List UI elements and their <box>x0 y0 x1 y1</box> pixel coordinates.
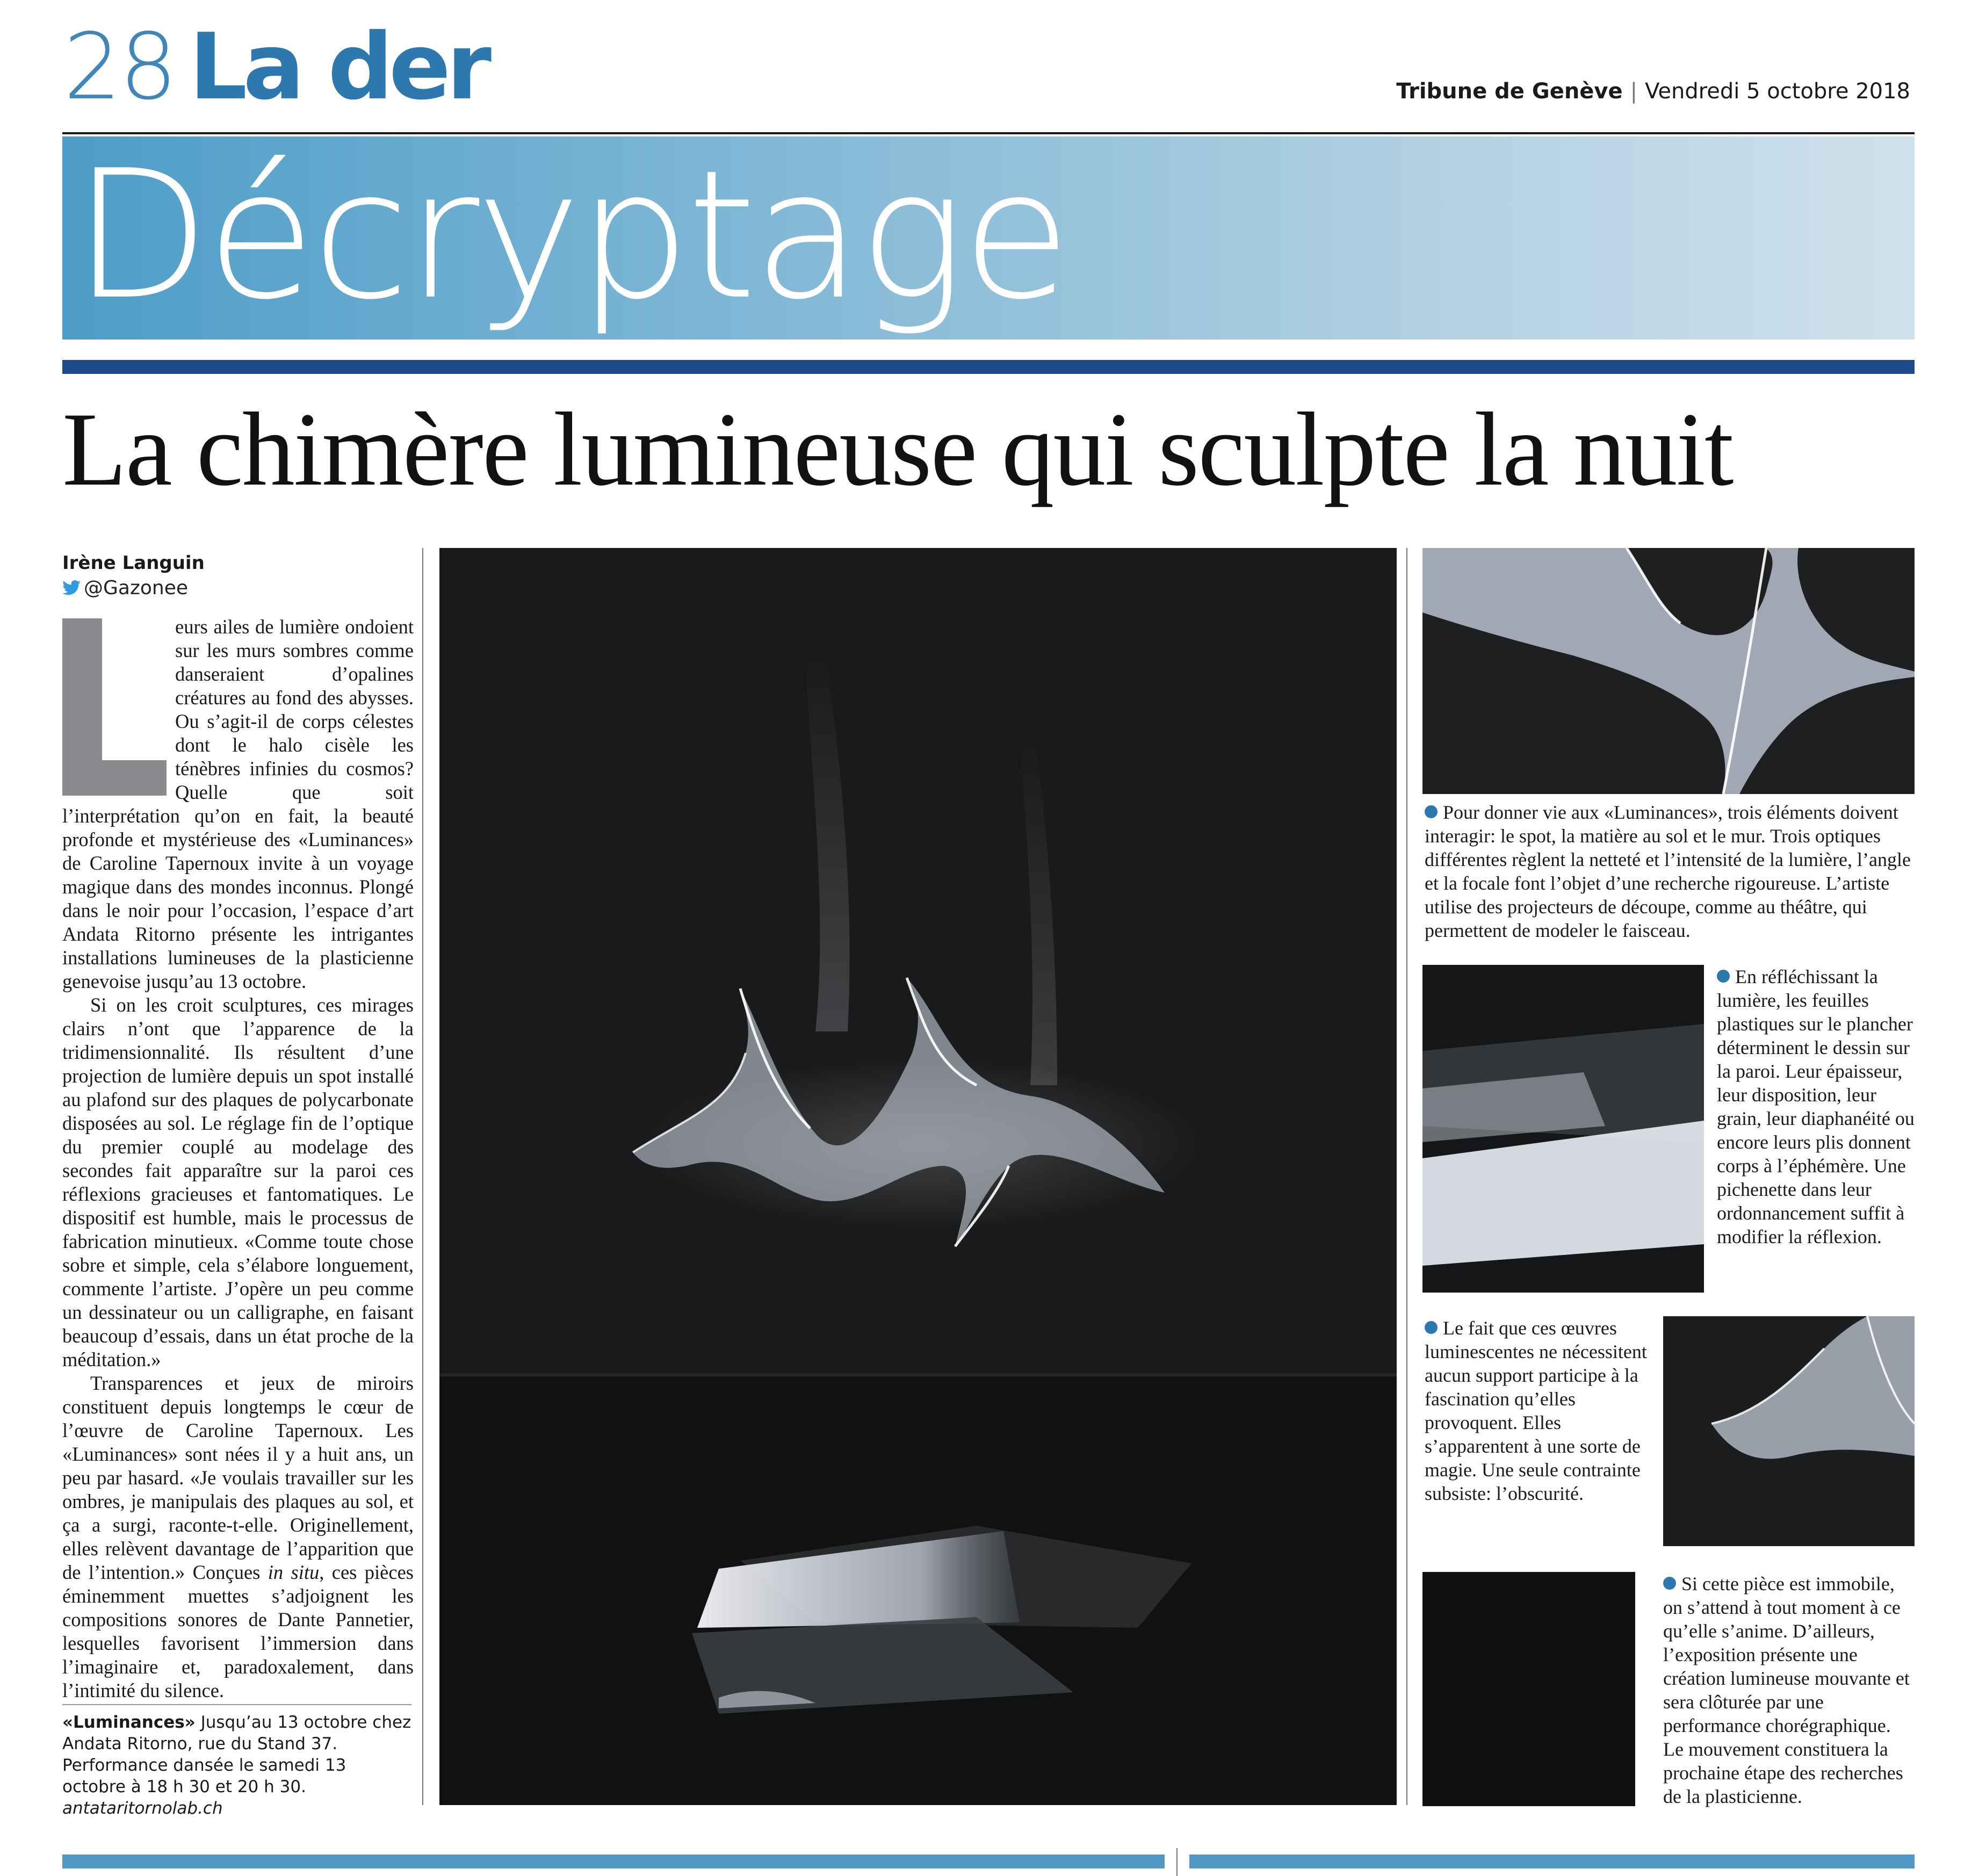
footer-bar <box>1189 1855 1915 1868</box>
article-paragraph: Transparences et jeux de miroirs constituent depuis longtemps le cœur de l’œuvre de Caroline Tapernoux. Les «Luminances» sont nées il y a huit ans, un peu par hasard. «Je voulais travailler sur les ombres, je manipulais des plaques au sol, et ça a surgi, raconte-t-elle. Originellement, elles relèvent davantage de l’apparition que de l’intention.» Conçues in situ, ces pièces éminemment muettes s’adjoignent les compositions sonores de Dante Pannetier, lesquelles favorisent l’immersion dans l’imaginaire et, paradoxalement, dans l’intimité du silence. <box>62 1372 414 1702</box>
photo-caption: Si cette pièce est immobile, on s’attend à tout moment à ce qu’elle s’anime. D’ailleurs, l’exposition présente une création lumineuse mouvante et sera clôturée par une performance chorégraphique. Le mouvement constituera la prochaine étape des recherches de la plasticienne. <box>1663 1573 1910 1807</box>
article-column <box>62 551 414 1798</box>
photo-darkness <box>1422 1572 1635 1806</box>
wing-detail-image <box>1663 1316 1915 1546</box>
infobox-text: Jusqu’au 13 octobre chez Andata Ritorno, rue du Stand 37. Performance dansée le samedi 13 octobre à 18 h 30 et 20 h 30. <box>62 1713 411 1796</box>
infobox-rule <box>62 1704 411 1705</box>
bullet-dot-icon <box>1663 1577 1676 1590</box>
light-wing-image <box>1422 548 1915 794</box>
photo-floor-plates <box>1422 965 1704 1293</box>
footer-divider <box>1176 1848 1178 1876</box>
masthead-separator: | <box>1630 79 1638 104</box>
article-headline: La chimère lumineuse qui sculpte la nuit <box>62 391 1733 508</box>
issue-date: Vendredi 5 octobre 2018 <box>1645 79 1910 104</box>
floor-plate-image <box>1422 965 1704 1293</box>
masthead <box>1396 81 1910 102</box>
article-paragraph: eurs ailes de lumière ondoient sur les murs sombres comme danseraient d’opalines créatures au fond des abysses. Ou s’agit-il de corps célestes dont le halo cisèle les ténèbres infinies du cosmos? Quelle que soit l’interprétation qu’on en fait, la beauté profonde et mystérieuse des «Luminances» de Caroline Tapernoux invite à un voyage magique dans des mondes inconnus. Plongé dans le noir pour l’occasion, l’espace d’art Andata Ritorno présente les intrigantes installations lumineuses de la plasticienne genevoise jusqu’au 13 octobre. <box>62 616 414 993</box>
article-paragraph: Si on les croit sculptures, ces mirages clairs n’ont que l’apparence de la tridimensionnalité. Ils résultent d’une projection de lumière depuis un spot installé au plafond sur des plaques de polycarbonate disposées au sol. Le réglage fin de l’optique du premier couplé au modelage des secondes fait apparaître sur la paroi ces réflexions gracieuses et fantomatiques. Le dispositif est humble, mais le processus de fabrication minutieux. «Comme toute chose sobre et simple, cela s’élabore longuement, commente l’artiste. J’opère un peu comme un dessinateur ou un calligraphe, en faisant beaucoup d’essais, dans un état proche de la méditation.» <box>62 994 414 1371</box>
bullet-dot-icon <box>1425 805 1438 818</box>
photo-caption: Le fait que ces œuvres luminescentes ne nécessitent aucun support participe à la fascination qu’elles provoquent. Elles s’apparentent à une sorte de magie. Une seule contrainte subsiste: l’obscurité. <box>1425 1317 1647 1504</box>
dropcap-letter-l <box>62 618 167 796</box>
photo-caption: En réfléchissant la lumière, les feuilles plastiques sur le plancher déterminent le dessin sur la paroi. Leur épaisseur, leur disposition, leur grain, leur diaphanéité ou encore leurs plis donnent corps à l’éphémère. Une pichenette dans leur ordonnancement suffit à modifier la réflexion. <box>1717 966 1915 1247</box>
bullet-dot-icon <box>1717 970 1730 983</box>
photo-wing-detail <box>1663 1316 1915 1546</box>
photo-caption: Pour donner vie aux «Luminances», trois éléments doivent interagir: le spot, la matière au sol et le mur. Trois optiques différentes règlent la netteté et l’intensité de la lumière, l’angle et la focale font l’objet d’une recherche rigoureuse. L’artiste utilise des projecteurs de découpe, comme au théâtre, qui permettent de modeler le faisceau. <box>1425 802 1911 941</box>
twitter-bird-icon <box>62 580 81 595</box>
bullet-dot-icon <box>1425 1321 1438 1334</box>
exhibition-infobox <box>62 1712 414 1819</box>
rubric-banner <box>62 136 1915 340</box>
headline-rule <box>62 360 1915 374</box>
light-sculpture-image <box>439 548 1397 1805</box>
infobox-website[interactable]: antataritornolab.ch <box>62 1799 223 1818</box>
column-divider <box>1406 548 1407 1805</box>
rubric-title: Décryptage <box>73 136 1068 338</box>
byline-handle: @Gazonee <box>84 577 188 600</box>
byline-author: Irène Languin <box>62 552 205 574</box>
publication-name: Tribune de Genève <box>1396 79 1623 104</box>
byline-handle-row[interactable] <box>62 576 414 600</box>
section-name: La der <box>189 14 488 120</box>
article-body <box>62 615 414 1702</box>
main-photo <box>439 548 1397 1805</box>
page-number: 28 <box>63 14 176 120</box>
column-divider <box>422 548 423 1805</box>
footer-bar <box>62 1855 1165 1868</box>
photo-wing-closeup <box>1422 548 1915 794</box>
header-rule <box>62 132 1915 134</box>
infobox-label: «Luminances» <box>62 1713 196 1732</box>
